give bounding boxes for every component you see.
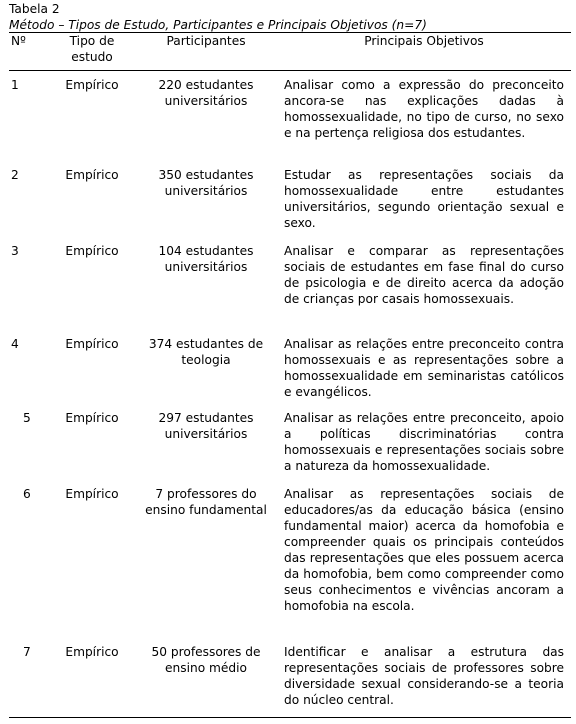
header-tipo: Tipo de estudo <box>69 34 115 64</box>
row-participantes: 104 estudantes universitários <box>158 244 254 274</box>
row-num: 6 <box>23 487 31 501</box>
row-participantes: 297 estudantes universitários <box>158 411 254 441</box>
row-tipo: Empírico <box>65 487 119 501</box>
header-num: Nº <box>11 34 26 48</box>
row-objetivos: Estudar as representações sociais da homossexualidade entre estudantes universitários, segundo orientação sexual e sexo. <box>284 168 564 230</box>
table-caption <box>9 1 569 33</box>
row-objetivos: Identificar e analisar a estrutura das representações sociais de professores sobre diversidade sexual considerando-se a teoria do núcleo central. <box>284 645 564 707</box>
row-tipo: Empírico <box>65 78 119 92</box>
row-participantes: 7 professores do ensino fundamental <box>145 487 267 517</box>
row-num: 4 <box>11 337 19 351</box>
row-num: 7 <box>23 645 31 659</box>
row-participantes: 50 professores de ensino médio <box>151 645 261 675</box>
row-tipo: Empírico <box>65 244 119 258</box>
header-participantes: Participantes <box>166 34 246 48</box>
row-objetivos: Analisar as relações entre preconceito, apoio a políticas discriminatórias contra homossexuais e representações sociais sobre a natureza da homossexualidade. <box>284 411 564 473</box>
table-label: Tabela 2 <box>9 2 60 16</box>
row-objetivos: Analisar as relações entre preconceito contra homossexuais e as representações sobre a homossexualidade em seminaristas católicos e evangélicos. <box>284 337 564 399</box>
row-objetivos: Analisar como a expressão do preconceito ancora-se nas explicações dadas à homossexualidade, no tipo de curso, no sexo e na pertença religiosa dos estudantes. <box>284 78 564 140</box>
row-participantes: 220 estudantes universitários <box>158 78 254 108</box>
row-tipo: Empírico <box>65 645 119 659</box>
row-tipo: Empírico <box>65 168 119 182</box>
row-participantes: 350 estudantes universitários <box>158 168 254 198</box>
row-num: 3 <box>11 244 19 258</box>
row-num: 2 <box>11 168 19 182</box>
row-tipo: Empírico <box>65 411 119 425</box>
row-objetivos: Analisar as representações sociais de educadores/as da educação básica (ensino fundamental maior) acerca da homofobia e compreender quais os principais conteúdos das representações que eles possuem acerca da homofobia, bem como compreender como seus conhecimentos e vivências ancoram a homofobia na escola. <box>284 487 564 613</box>
row-objetivos: Analisar e comparar as representações sociais de estudantes em fase final do curso de psicologia e de direito acerca da adoção de crianças por casais homossexuais. <box>284 244 564 306</box>
row-tipo: Empírico <box>65 337 119 351</box>
row-num: 5 <box>23 411 31 425</box>
row-num: 1 <box>11 78 19 92</box>
table-title: Método – Tipos de Estudo, Participantes e Principais Objetivos (n=7) <box>9 18 427 32</box>
row-participantes: 374 estudantes de teologia <box>148 337 264 367</box>
header-rule <box>9 70 571 71</box>
header-objetivos: Principais Objetivos <box>364 34 484 48</box>
bottom-rule <box>9 717 571 718</box>
